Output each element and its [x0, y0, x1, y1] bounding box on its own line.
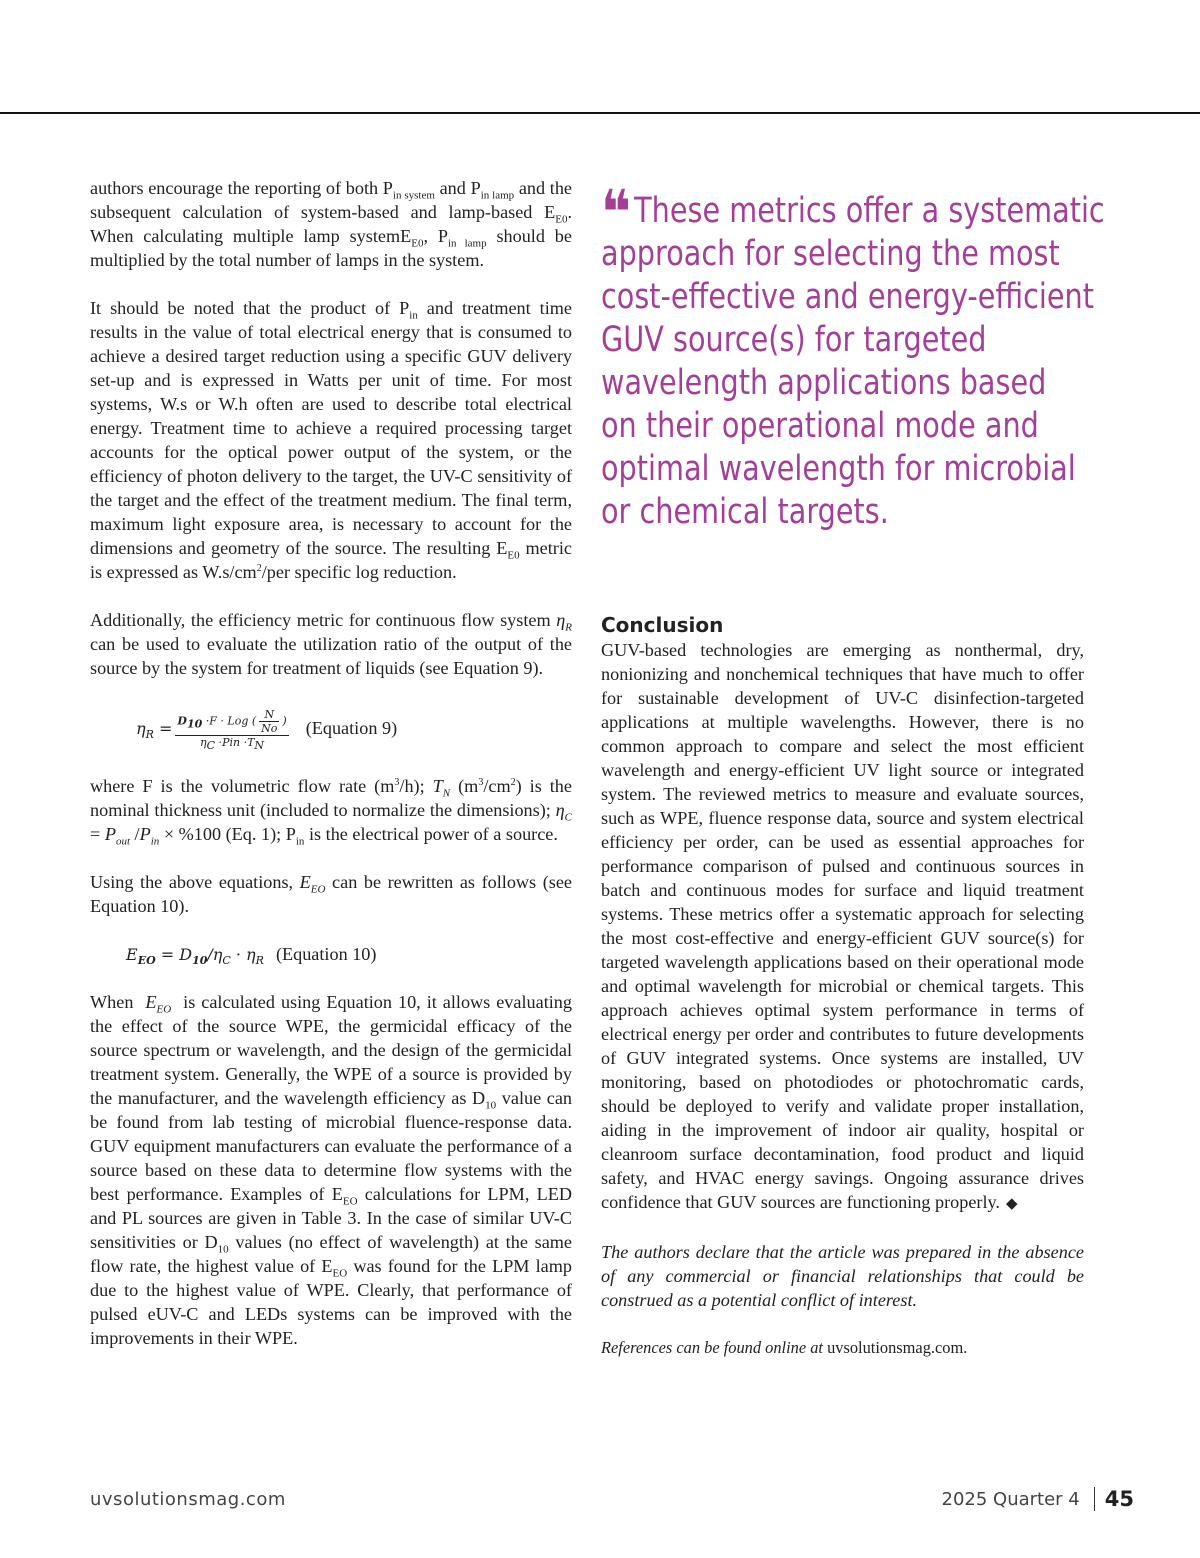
conclusion-body: GUV-based technologies are emerging as nonthermal, dry, nonionizing and nonchemical techniques that have much to offer for sustainable development of UV-C disinfection-targeted applications at multiple wavelengths. However, there is no common approach to compare and select the most efficient wavelength and energy-efficient UV light source or integrated system. The reviewed metrics to measure and evaluate sources, such as WPE, fluence response data, source and system electrical efficiency per order, can be used as essential approaches for performance comparison of pulsed and continuous sources in batch and continuous modes for surface and liquid treatment systems. These metrics offer a systematic approach for selecting the most cost-effective and energy-efficient GUV source(s) for targeted wavelength applications based on their operational mode and optimal wavelength for microbial or chemical targets. This approach achieves optimal system performance in terms of electrical energy per order and contributes to future developments of GUV integrated systems. Once systems are installed, UV monitoring, based on photodiodes or photochromatic cards, should be deployed to verify and validate proper installation, aiding in the improvement of indoor air quality, hospital or cleanroom surface decontamination, food product and liquid safety, and HVAC energy savings. Ongoing assurance drives confidence that GUV sources are functioning properly. ◆ — [601, 640, 1084, 1212]
pull-quote-line: cost-effective and energy-efficient — [601, 277, 1094, 317]
left-column — [90, 176, 572, 1350]
pull-quote-line: wavelength applications based — [601, 363, 1047, 403]
footer-divider — [1094, 1487, 1095, 1511]
pull-quote-line: or chemical targets. — [601, 492, 889, 532]
equation-9-fraction: $D_{10} \cdot F$ · Log ( $\frac{N}{No}$ ) $\eta_C \cdot Pin \cdot T_N$ — [177, 707, 287, 752]
equation-9: $\eta_R$ = $D_{10} \cdot F$ · Log ( $\frac{N}{No}$ ) $\eta_C \cdot Pin \cdot T_N$ (Equation 9) — [136, 707, 398, 752]
conclusion-heading: Conclusion — [601, 613, 724, 637]
pull-quote-line: ❝These metrics offer a systematic — [601, 176, 1105, 249]
equation-10-label: (Equation 10) — [275, 943, 377, 964]
quote-mark-icon: ❝ — [601, 176, 631, 249]
footer-issue: 2025 Quarter 4 — [941, 1488, 1080, 1510]
paragraph-eeo-results: When $E_{EO}$ is calculated using Equation 10, it allows evaluating the effect of the source WPE, the germicidal efficacy of the source spectrum or wavelength, and the design of the germicidal treatment system. Generally, the WPE of a source is provided by the manufacturer, and the wavelength efficiency as $D_{10}$ value can be found from lab testing of microbial fluence-response data. GUV equipment manufacturers can evaluate the performance of a source based on these data to determine flow systems with the best performance. Examples of $E_{EO}$ calculations for LPM, LED and PL sources are given in Table 3. In the case of similar UV-C sensitivities or $D_{10}$ values (no effect of wavelength) at the same flow rate, the highest value of $E_{EO}$ was found for the LPM lamp due to the highest value of WPE. Clearly, that performance of pulsed eUV-C and LEDs systems can be improved with the improvements in their WPE. — [90, 992, 573, 1348]
conflict-declaration: The authors declare that the article was prepared in the absence of any commercial or financial relationships that could be construed as a potential conflict of interest. — [601, 1242, 1084, 1310]
pull-quote-line: on their operational mode and — [601, 406, 1039, 446]
paragraph-rewrite: Using the above equations, $E_{EO}$ can be rewritten as follows (see Equation 10). — [90, 872, 572, 916]
footer-site[interactable]: uvsolutionsmag.com — [90, 1489, 286, 1510]
references-link[interactable]: uvsolutionsmag.com. — [827, 1338, 968, 1357]
paragraph-reporting: authors encourage the reporting of both $P_{in system}$ and $P_{in lamp}$ and the subsequent calculation of system-based and lamp-based $E_{E0}$. When calculating multiple lamp systemE$_{E0}$, $P_{in lamp}$ should be multiplied by the total number of lamps in the system. — [90, 178, 573, 270]
end-diamond-icon: ◆ — [1005, 1196, 1018, 1212]
page-number: 45 — [1104, 1487, 1134, 1511]
pull-quote-line: optimal wavelength for microbial — [601, 449, 1076, 489]
paragraph-flow-efficiency: Additionally, the efficiency metric for continuous flow system $\eta_R$ can be used to evaluate the utilization ratio of the output of the source by the system for treatment of liquids (see Equation 9). — [90, 610, 572, 678]
footer-issue-block — [942, 1487, 1134, 1511]
references-note: References can be found online at uvsolutionsmag.com. — [601, 1338, 968, 1357]
equation-10: $E_{EO} = D_{10}/\eta_C \cdot \eta_R$ (Equation 10) — [126, 943, 377, 967]
paragraph-energy: It should be noted that the product of $P_{in}$ and treatment time results in the value of total electrical energy that is consumed to achieve a desired target reduction using a specific GUV delivery set-up and is expressed in Watts per unit of time. For most systems, W.s or W.h often are used to describe total electrical energy. Treatment time to achieve a required processing target accounts for the optical power output of the system, or the efficiency of photon delivery to the target, the UV-C sensitivity of the target and the effect of the treatment medium. The final term, maximum light exposure area, is necessary to account for the dimensions and geometry of the source. The resulting $E_{E0}$ metric is expressed as $W.s/cm^2$/per specific log reduction. — [90, 298, 572, 582]
paragraph-variables: where F is the volumetric flow rate $(m^3/h)$; $T_N$ $(m^3/cm^2)$ is the nominal thickness unit (included to normalize the dimensions); $\eta_C = P_{out}$ $/P_{in} \times \%100$ (Eq. 1); $P_{in}$ is the electrical power of a source. — [90, 776, 572, 848]
equation-9-label: (Equation 9) — [305, 717, 398, 738]
pull-quote-line: approach for selecting the most — [601, 234, 1060, 274]
right-column — [601, 176, 1105, 1360]
pull-quote — [601, 176, 1105, 534]
header-rule — [0, 112, 1200, 114]
pull-quote-line: GUV source(s) for targeted — [601, 320, 987, 360]
